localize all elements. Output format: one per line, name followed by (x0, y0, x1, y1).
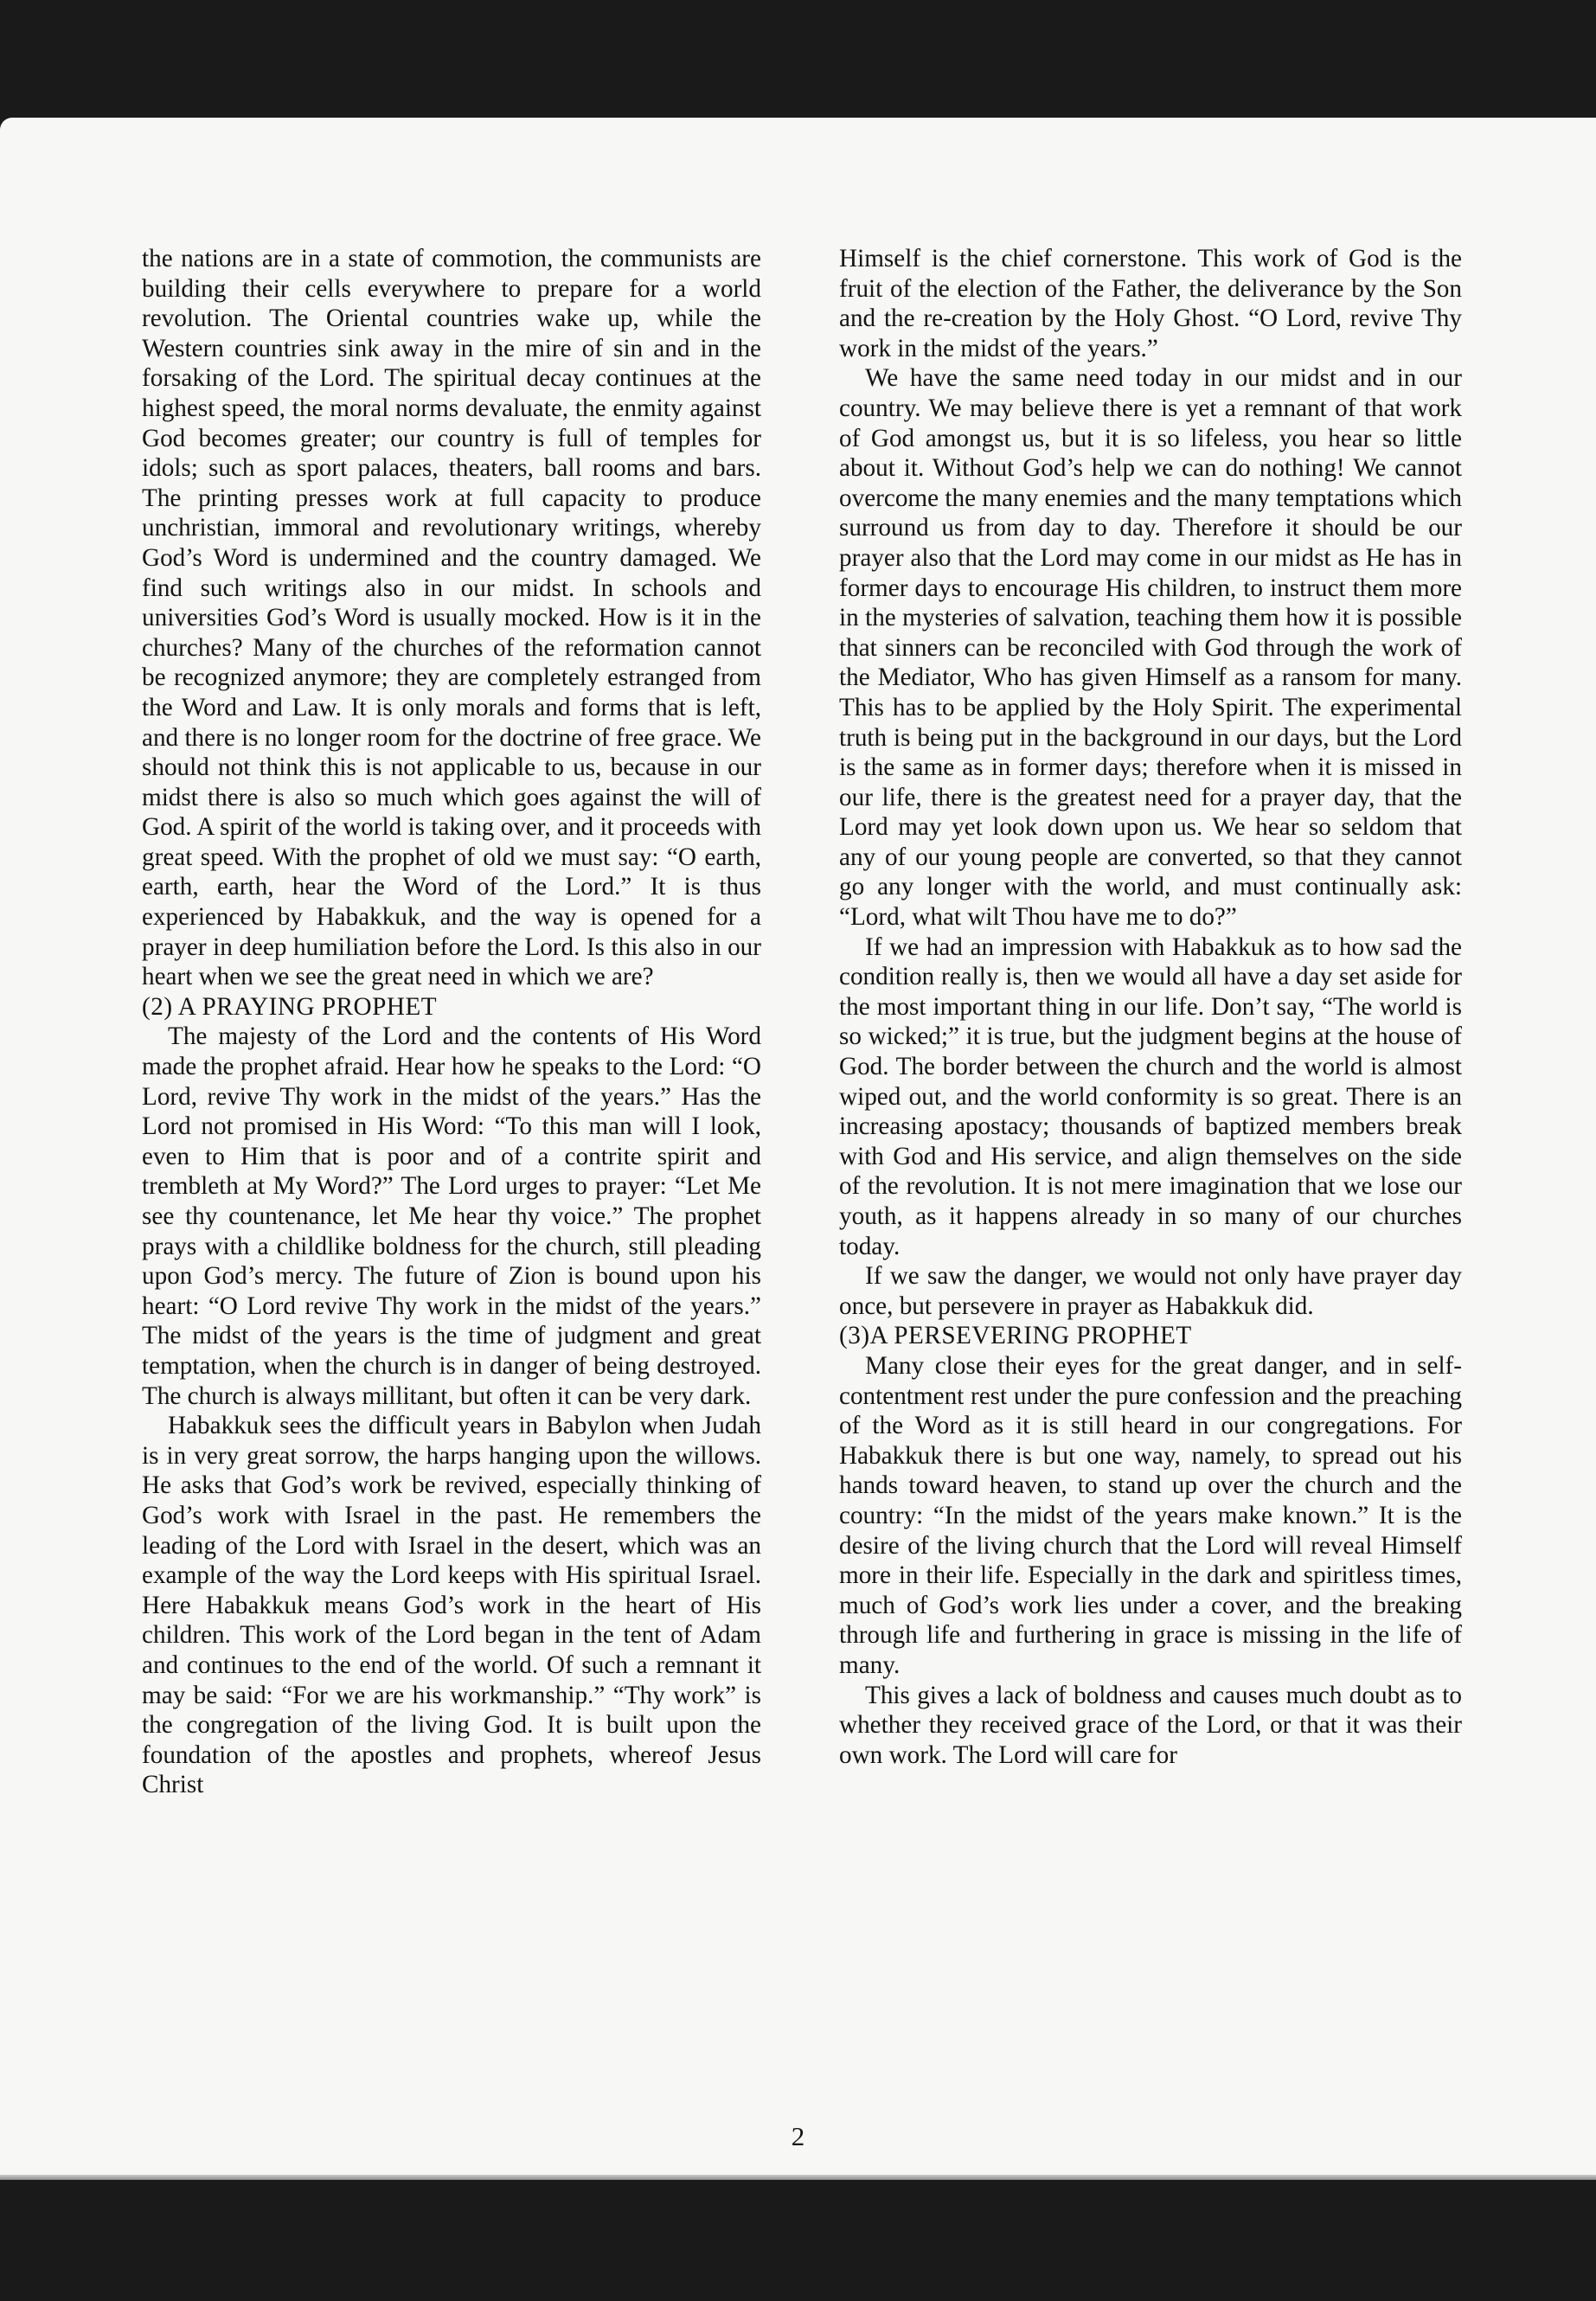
paragraph: The majesty of the Lord and the contents of His Word made the prophet afraid. Hear how he speaks to the Lord: “O Lord, revive Thy work in the midst of the years.” Has the Lord not promised in His Word: “To this man will I look, even to Him that is poor and of a contrite spirit and trembleth at My Word?” The Lord urges to prayer: “Let Me see thy countenance, let Me hear thy voice.” The prophet prays with a childlike boldness for the church, still pleading upon God’s mercy. The future of Zion is bound upon his heart: “O Lord revive Thy work in the midst of the years.” The midst of the years is the time of judgment and great temptation, when the church is in danger of being destroyed. The church is always millitant, but often it can be very dark. (142, 1022, 761, 1410)
paragraph: Habakkuk sees the difficult years in Babylon when Judah is in very great sorrow, the harps hanging upon the willows. He asks that God’s work be revived, especially thinking of God’s work with Israel in the past. He remembers the leading of the Lord with Israel in the desert, which was an example of the way the Lord keeps with His spiritual Israel. Here Habakkuk means God’s work in the heart of His children. This work of the Lord began in the tent of Adam and continues to the end of the world. Of such a remnant it may be said: “For we are his workmanship.” “Thy work” is the congregation of the living God. It is built upon the foundation of the apostles and prophets, whereof Jesus Christ (142, 1412, 761, 1799)
paragraph: Himself is the chief cornerstone. This work of God is the fruit of the election of the Father, the deliverance by the Son and the re-creation by the Holy Ghost. “O Lord, revive Thy work in the midst of the years.” (839, 245, 1462, 362)
right-column (839, 244, 1462, 1770)
paragraph: We have the same need today in our midst and in our country. We may believe there is yet a remnant of that work of God amongst us, but it is so lifeless, you hear so little about it. Without God’s help we can do nothing! We cannot overcome the many enemies and the many temptations which surround us from day to day. Therefore it should be our prayer also that the Lord may come in our midst as He has in former days to encourage His children, to instruct them more in the mysteries of salvation, teaching them how it is possible that sinners can be reconciled with God through the work of the Mediator, Who has given Himself as a ransom for many. This has to be applied by the Holy Spirit. The experimental truth is being put in the background in our days, but the Lord is the same as in former days; therefore when it is missed in our life, there is the greatest need for a prayer day, that the Lord may yet look down upon us. We hear so seldom that any of our young people are converted, so that they cannot go any longer with the world, and must continually ask: “Lord, what wilt Thou have me to do?” (839, 364, 1462, 932)
paragraph: If we had an impression with Habakkuk as to how sad the condition really is, then we would all have a day set aside for the most important thing in our life. Don’t say, “The world is so wicked;” it is true, but the judgment begins at the house of God. The border between the church and the world is almost wiped out, and the world conformity is so great. There is an increasing apostacy; thousands of baptized members break with God and His service, and align themselves on the side of the revolution. It is not mere imagination that we lose our youth, as it happens already in so many of our churches today. (839, 933, 1462, 1260)
paragraph: Many close their eyes for the great danger, and in self-contentment rest under the pure confession and the preaching of the Word as it is still heard in our congregations. For Habakkuk there is but one way, namely, to spread out his hands toward heaven, to stand up over the church and the country: “In the midst of the years make known.” It is the desire of the living church that the Lord will reveal Himself more in their life. Especially in the dark and spiritless times, much of God’s work lies under a cover, and the breaking through life and furthering in grace is missing in the life of many. (839, 1351, 1462, 1679)
paragraph: the nations are in a state of commotion, the communists are building their cells everywhere to prepare for a world revolution. The Oriental countries wake up, while the Western countries sink away in the mire of sin and in the forsaking of the Lord. The spiritual decay continues at the highest speed, the moral norms devaluate, the enmity against God becomes greater; our country is full of temples for idols; such as sport palaces, theaters, ball rooms and bars. The printing presses work at full capacity to produce unchristian, immoral and revolutionary writings, whereby God’s Word is undermined and the country damaged. We find such writings also in our midst. In schools and universities God’s Word is usually mocked. How is it in the churches? Many of the churches of the reformation cannot be recognized anymore; they are completely estranged from the Word and Law. It is only morals and forms that is left, and there is no longer room for the doctrine of free grace. We should not think this is not applicable to us, because in our midst there is also so much which goes against the will of God. A spirit of the world is taking over, and it proceeds with great speed. With the prophet of old we must say: “O earth, earth, earth, hear the Word of the Lord.” It is thus experienced by Habakkuk, and the way is opened for a prayer in deep humiliation before the Lord. Is this also in our heart when we see the great need in which we are? (142, 245, 761, 991)
page-number: 2 (791, 2121, 805, 2151)
section-heading-persevering-prophet: (3)A PERSEVERING PROPHET (839, 1322, 1192, 1350)
document-page (0, 118, 1596, 2180)
paragraph: If we saw the danger, we would not only have prayer day once, but persevere in prayer as Habakkuk did. (839, 1262, 1462, 1320)
paragraph: This gives a lack of boldness and causes much doubt as to whether they received grace of the Lord, or that it was their own work. The Lord will care for (839, 1681, 1462, 1769)
left-column (142, 244, 761, 1800)
section-heading-praying-prophet: (2) A PRAYING PROPHET (142, 992, 438, 1021)
